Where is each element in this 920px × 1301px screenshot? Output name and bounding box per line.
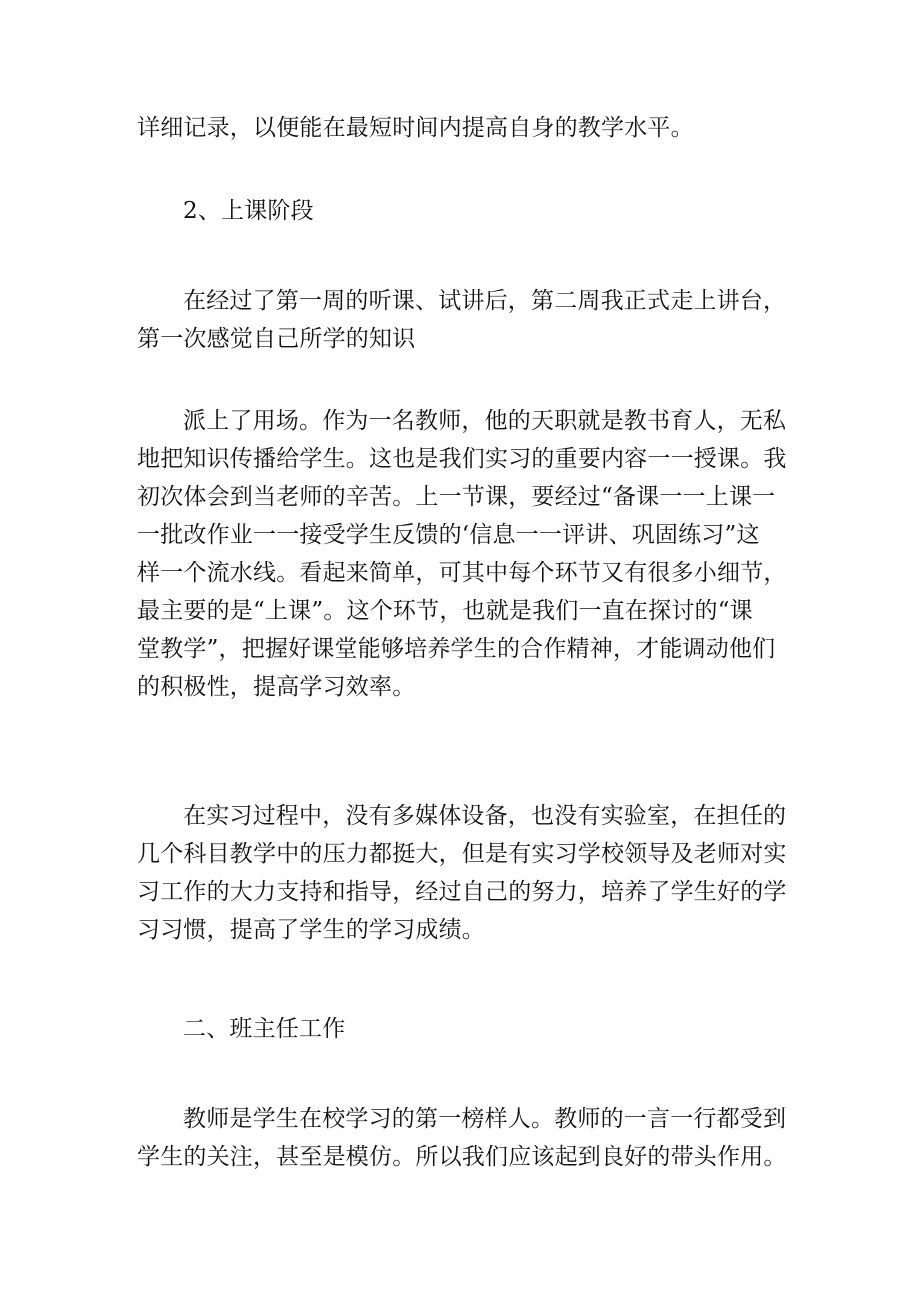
text-line: 第一次感觉自己所学的知识 [137, 326, 416, 352]
text-line: 初次体会到当老师的辛苦。上一节课，要经过“备课一一上课一 [137, 484, 776, 510]
text-line: 教师是学生在校学习的第一榜样人。教师的一言一行都受到 [183, 1106, 787, 1132]
text-line: 最主要的是“上课”。这个环节，也就是我们一直在探讨的“课 [137, 598, 753, 624]
text-line: 堂教学”，把握好课堂能够培养学生的合作精神，才能调动他们 [137, 636, 776, 662]
text-line: 学生的关注，甚至是模仿。所以我们应该起到良好的带头作用。 [137, 1144, 787, 1170]
text-line: 在实习过程中，没有多媒体设备，也没有实验室，在担任的 [183, 803, 787, 829]
text-line: 派上了用场。作为一名教师，他的天职就是教书育人，无私 [183, 408, 787, 434]
text-line: 习工作的大力支持和指导，经过自己的努力，培养了学生好的学 [137, 879, 787, 905]
text-line: 地把知识传播给学生。这也是我们实习的重要内容一一授课。我 [137, 446, 787, 472]
text-line: 详细记录，以便能在最短时间内提高自身的教学水平。 [137, 115, 694, 141]
paragraph-first-class [137, 282, 797, 358]
heading-class-teacher [137, 1010, 797, 1048]
heading-teaching-stage [137, 192, 797, 230]
text-line: 在经过了第一周的听课、试讲后，第二周我正式走上讲台， [183, 288, 787, 314]
text-line: 习习惯，提高了学生的学习成绩。 [137, 917, 485, 943]
text-line: 一批改作业一一接受学生反馈的‘信息一一评讲、巩固练习”这 [137, 522, 760, 548]
section-heading: 二、班主任工作 [183, 1016, 346, 1042]
paragraph-role-model [137, 1100, 797, 1176]
text-line: 几个科目教学中的压力都挺大，但是有实习学校领导及老师对实 [137, 841, 787, 867]
section-heading: 2、上课阶段 [183, 198, 314, 224]
paragraph-internship-process [137, 797, 797, 949]
text-line: 的积极性，提高学习效率。 [137, 674, 416, 700]
paragraph-teaching-process [137, 402, 797, 706]
text-line: 样一个流水线。看起来简单，可其中每个环节又有很多小细节， [137, 560, 787, 586]
paragraph-continuation [137, 109, 797, 147]
